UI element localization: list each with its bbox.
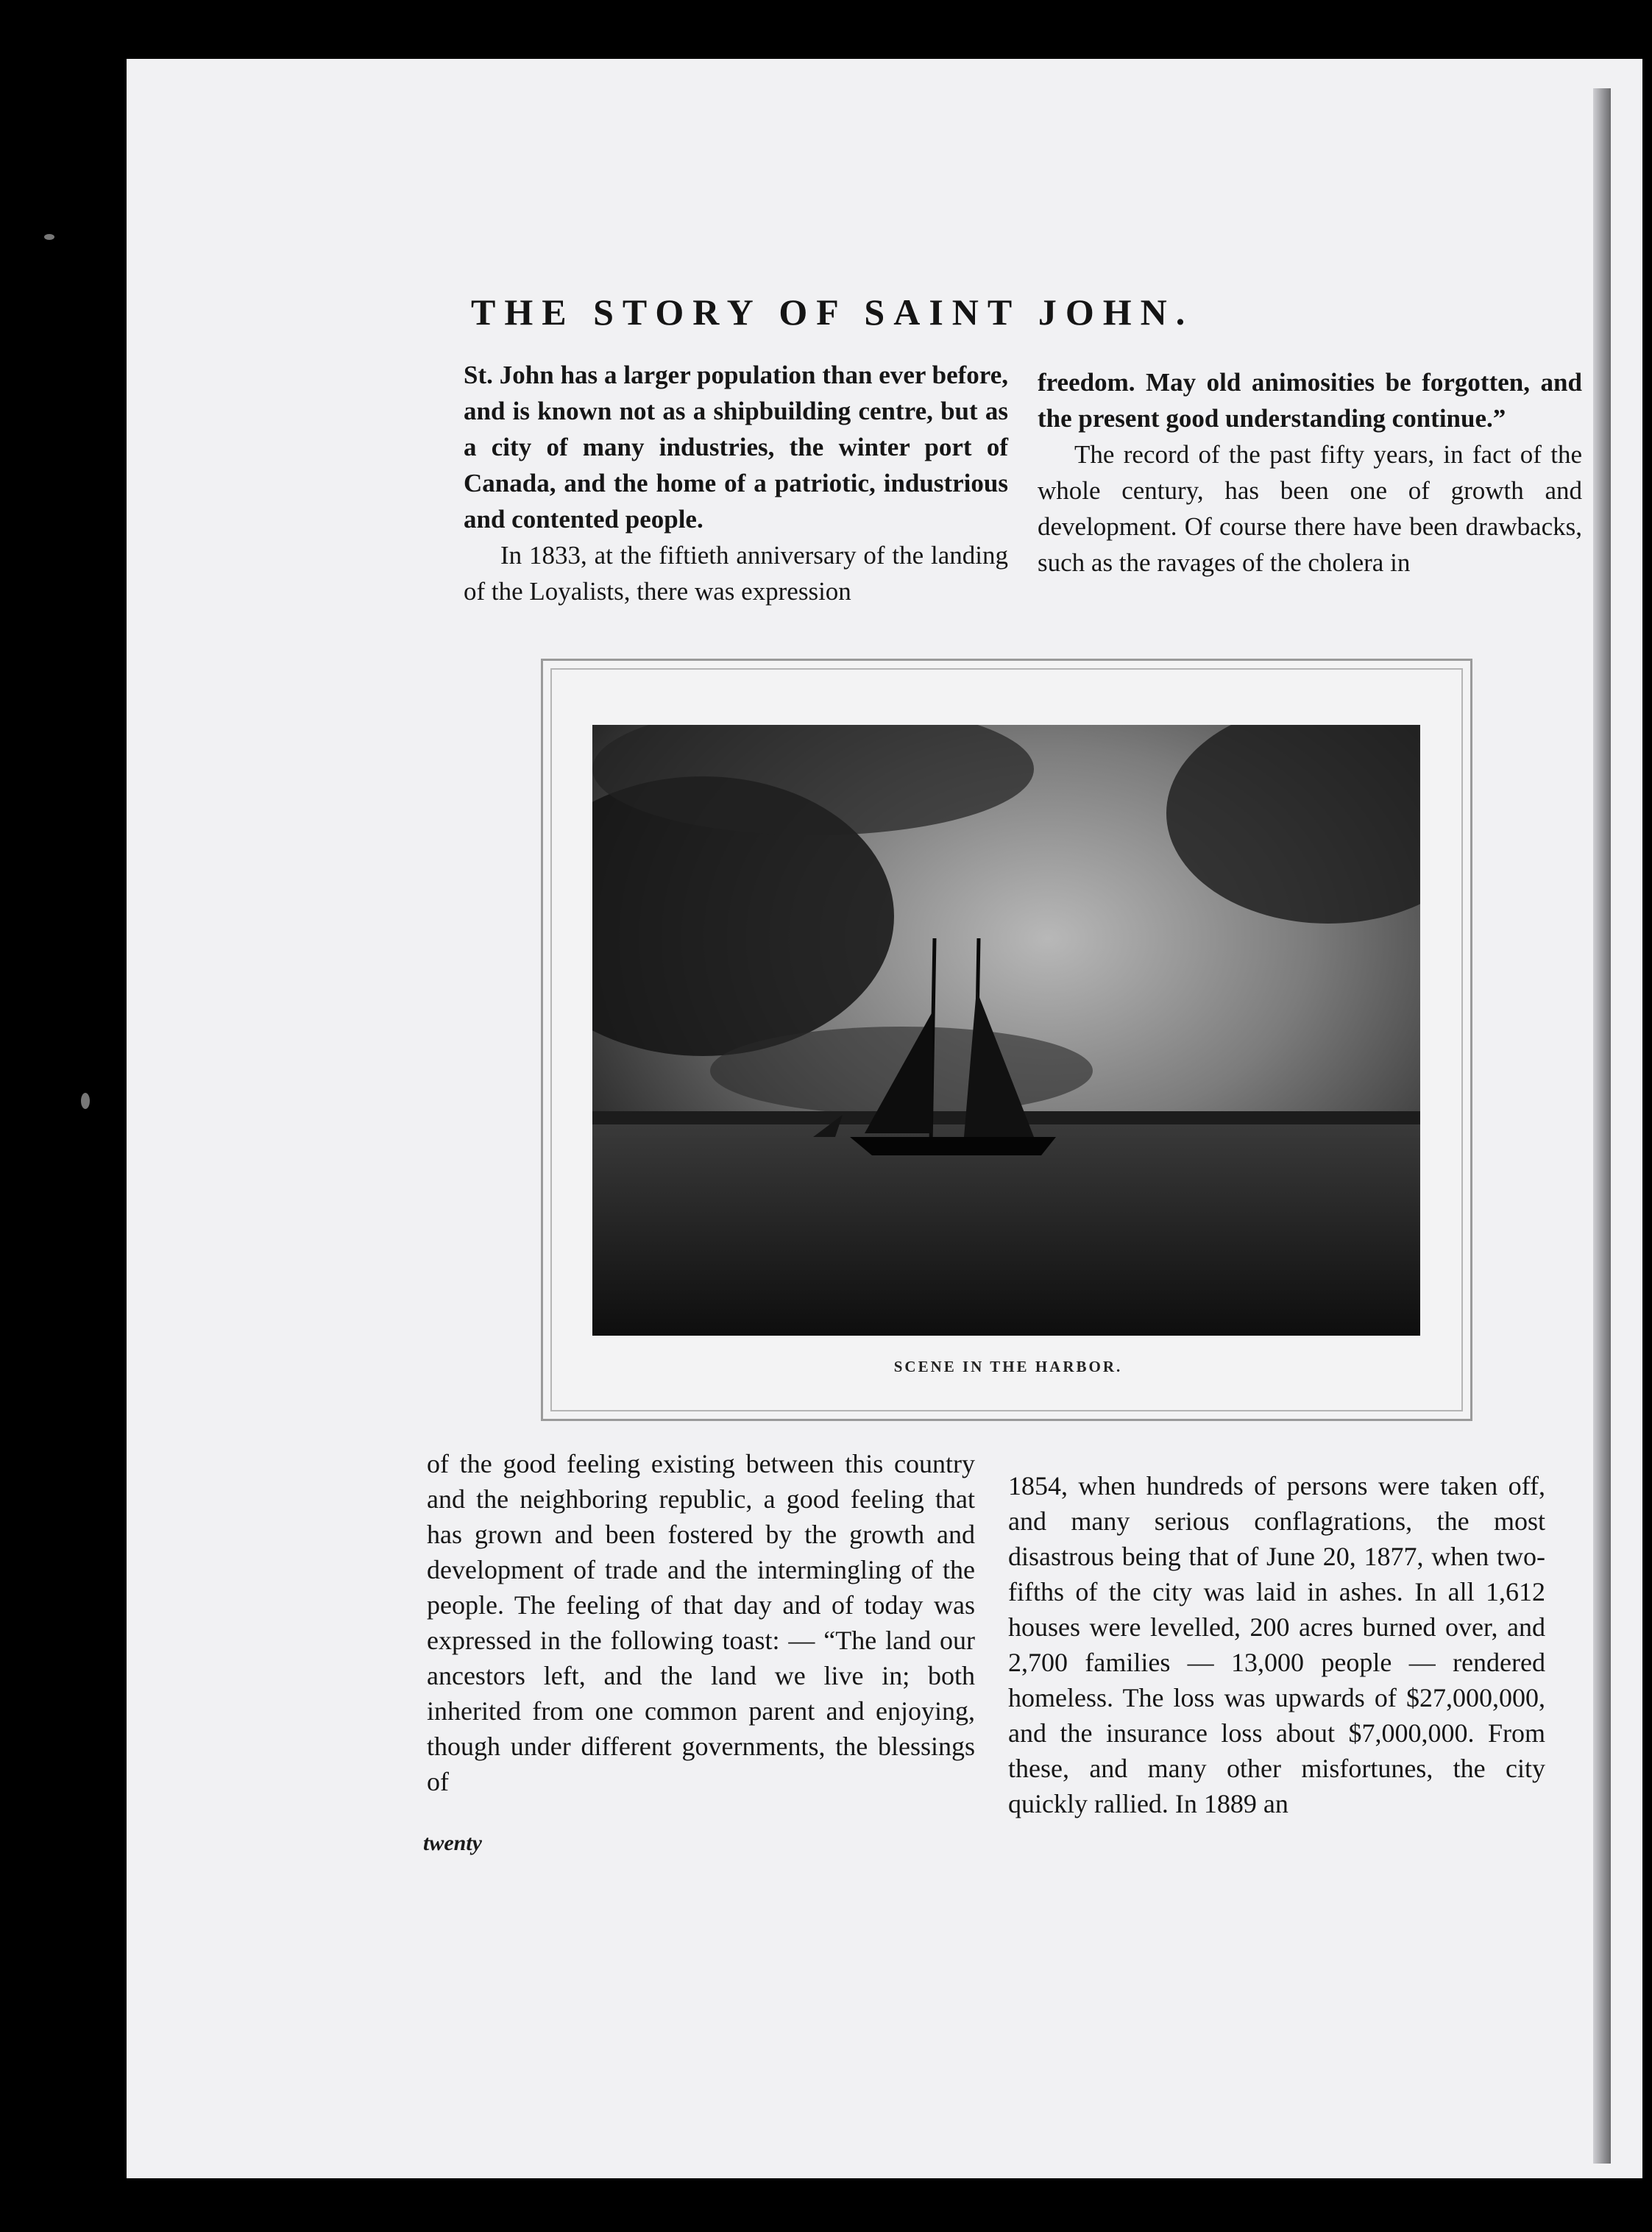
- paragraph: St. John has a larger population than ever before, and is known not as a shipbuilding centre, but as a city of many industries, the winter port of Canada, and the home of a patriotic, industrious and contented people.: [464, 361, 1008, 534]
- page-number: twenty: [423, 1831, 482, 1855]
- column-top-right: [1038, 364, 1582, 581]
- sailboat-scene-image: [592, 725, 1420, 1336]
- scan-speck: [81, 1093, 90, 1109]
- photo-caption: SCENE IN THE HARBOR.: [893, 1358, 1123, 1375]
- page-right-shadow: [1593, 88, 1611, 2164]
- paragraph: 1854, when hundreds of persons were taken off, and many serious conflagrations, the most disastrous being that of June 20, 1877, when two-fifths of the city was laid in ashes. In all 1,612 houses were levelled, 200 acres burned over, and 2,700 families — 13,000 people — rendered homeless. The loss was upwards of $27,000,000, and the insurance loss about $7,000,000. From these, and many other misfortunes, the city quickly rallied. In 1889 an: [1008, 1471, 1545, 1818]
- column-top-left: [464, 357, 1008, 609]
- harbor-photo: [592, 725, 1420, 1336]
- scan-speck: [44, 234, 54, 240]
- page-title: THE STORY OF SAINT JOHN.: [471, 291, 1194, 333]
- paragraph: freedom. May old animosities be forgotten, and the present good understanding continue.”: [1038, 368, 1582, 433]
- paragraph: In 1833, at the fiftieth anniversary of the landing of the Loyalists, there was expression: [464, 541, 1008, 606]
- paragraph: The record of the past fifty years, in fact of the whole century, has been one of growth and development. Of course there have been drawbacks, such as the ravages of the cholera in: [1038, 440, 1582, 577]
- column-bottom-left: [427, 1446, 975, 1799]
- paragraph: of the good feeling existing between this country and the neighboring republic, a good feeling that has grown and been fostered by the growth and development of trade and the intermingling of the people. The feeling of that day and of today was expressed in the following toast: — “The land our ancestors left, and the land we live in; both inherited from one common parent and enjoying, though under different governments, the blessings of: [427, 1449, 975, 1796]
- column-bottom-right: [1008, 1468, 1545, 1821]
